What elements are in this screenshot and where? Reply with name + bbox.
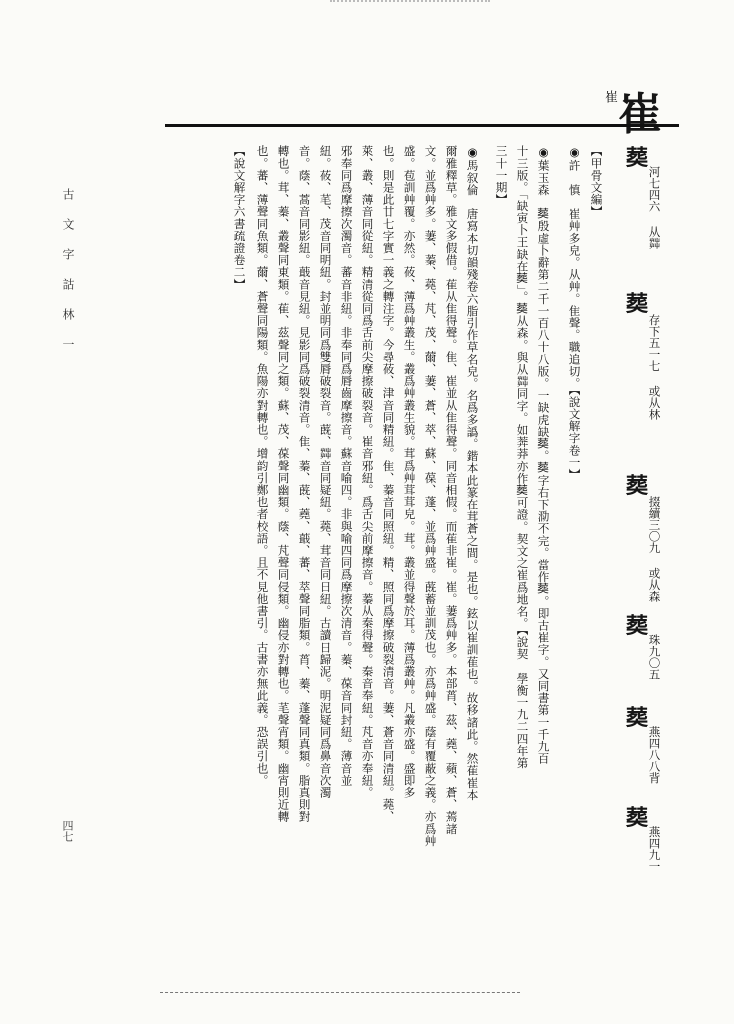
text-column: 轉也。茸、蓁、叢聲同東類。萑、茲聲同之類。蘇、茂、葆聲同幽類。蔭、芃聲同侵類。幽侵亦對轉也。芼聲宵類。幽宵則近轉 bbox=[276, 145, 291, 823]
glyph-ref: 河七四六 从茻 bbox=[647, 166, 662, 249]
text-column: ◉馬叙倫 唐寫本切韻殘卷六脂引作草名皃。名爲多譌。鍇本此篆在茸蒼之間。是也。鉉以崔訓萑也。故移諸此。然萑崔本 bbox=[465, 145, 480, 801]
glyph-ref: 掇續三〇九 或从森 bbox=[647, 496, 662, 602]
text-column: 紐。莜、芼、茂音同明紐。封並明同爲雙脣破裂音。蔇、茻音同疑紐。蕘、茸音同日紐。古讀日歸泥。明泥疑同爲鼻音次濁 bbox=[318, 145, 333, 799]
glyph-ref: 燕四八八背 bbox=[647, 726, 662, 784]
glyph-example: 𦵏 bbox=[626, 805, 649, 831]
bottom-rule bbox=[160, 992, 520, 993]
glyph-example: 𦵏 bbox=[626, 705, 649, 731]
text-column: 萊、叢、薄音同從紐。精清從同爲舌前尖摩擦破裂音。崔音邪紐。爲舌尖前摩擦音。蓁从秦得聲。秦音奉紐。芃音亦奉紐。 bbox=[360, 145, 375, 799]
glyph-ref: 存下五一七 或从林 bbox=[647, 314, 662, 420]
text-column: 三十一期】 bbox=[494, 145, 509, 206]
text-column: 音。蔭、蒿音同影紐。蕺音見紐。見影同爲破裂清音。隹、蓁、蔇、蕘、蕺、蕃、萃聲同脂類。莦、蓁、蓬聲同真類。脂真則對 bbox=[297, 145, 312, 823]
text-column: ◉葉玉森 𦵏殷虛卜辭第二千一百八十八版。一缺虎缺𦵏。𦵏字右下泐不完。當作𦵏。即古崔字。又同書第一千九百 bbox=[536, 145, 551, 765]
headword: 崔 bbox=[618, 89, 662, 140]
text-column: 【說文解字六書疏證卷二】 bbox=[232, 145, 247, 291]
top-edge-marks bbox=[330, 0, 490, 7]
text-column: 也。則是此廿七字實一義之轉注字。今尋莜、津音同精紐。隹、蓁音同照紐。精、照同爲摩擦破裂清音。萋、蒼音同清紐。蕘、 bbox=[381, 145, 396, 823]
margin-title: 古文字詁林一 bbox=[61, 188, 75, 368]
text-column: 文。並爲艸多。萋、蓁、蕘、芃、茂、薾、萋、蒼、萃、蘇、葆、蓬、並爲艸盛。蔇蓄並訓茂也。亦爲艸盛。蔭有覆蔽之義。亦爲艸 bbox=[423, 145, 438, 847]
text-column: 十三版。「缺寅卜王缺在𦵏」。𦵏从森。與从茻同字。如莾莽亦作𦵏可證。契文之崔爲地名。【說契 學衡一九二四年第 bbox=[515, 145, 530, 769]
glyph-example: 𦵏 bbox=[626, 473, 649, 499]
glyph-ref: 珠九〇五 bbox=[647, 634, 662, 680]
header-rule bbox=[165, 124, 679, 127]
glyph-example: 𦵏 bbox=[626, 291, 649, 317]
text-column: 【甲骨文編】 bbox=[589, 145, 604, 218]
text-column: 邪奉同爲摩擦次濁音。蕃音非紐。非奉同爲脣齒摩擦音。蘇音喻四。非與喻四同爲摩擦次清音。蓁、葆音同封紐。薄音並 bbox=[339, 145, 354, 787]
text-column: 也。蕃、薄聲同魚類。薾、蒼聲同陽類。魚陽亦對轉也。增韵引鄭也者校語。且不見他書引。古書亦無此義。恐誤引也。 bbox=[255, 145, 270, 787]
glyph-example: 𦵏 bbox=[626, 613, 649, 639]
text-column: 盛。苞訓艸覆。亦然。莜、薄爲艸叢生。叢爲艸叢生貌。茸爲艸茸茸皃。茸。叢並得聲於耳。薄爲叢艸。凡叢亦盛。盛即多 bbox=[402, 145, 417, 799]
glyph-ref: 燕四九一 bbox=[647, 826, 662, 872]
text-column: 爾雅釋草。雅文多假借。萑从隹得聲。隹、崔並从隹得聲。同音相假。而萑非崔。崔。萋爲艸多。本部莦、茲、蕘、蘋、蒼、蔫諸 bbox=[444, 145, 459, 835]
text-column: ◉許 慎 崔艸多皃。从艸。隹聲。職追切。【說文解字卷一】 bbox=[567, 145, 582, 481]
headword-small: 崔 bbox=[602, 90, 617, 103]
glyph-example: 𦵏 bbox=[626, 145, 649, 171]
margin-page-number: 四七 bbox=[61, 820, 74, 842]
